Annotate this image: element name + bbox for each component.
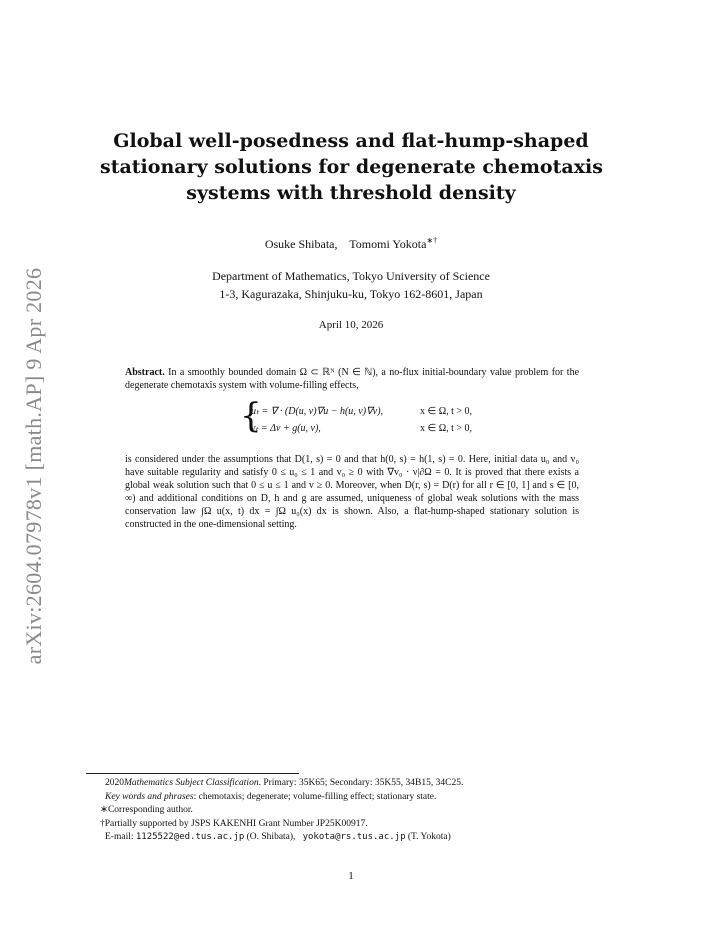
abstract-body: is considered under the assumptions that D(1, s) = 0 and that h(0, s) = h(1, s) = 0. Here, initial data u₀ and v₀ have suitable regularity and satisfy 0 ≤ u₀ ≤ 1 and v₀ ≥ 0 with ∇v₀ · ν|∂Ω = 0. It is proved that there exists a global weak solution such that 0 ≤ u ≤ 1 and v ≥ 0. Moreover, when D(r, s) = D(r) for all r ∈ [0, 1] and s ∈ [0, ∞) and additional conditions on D, h and g are assumed, uniqueness of global weak solutions with the mass conservation law ∫Ω u(x, t) dx = ∫Ω u₀(x) dx is shown. Also, a flat-hump-shaped stationary solution is constructed in the one-dimensional setting.: [125, 454, 579, 530]
equation-condition: x ∈ Ω, t > 0,: [420, 423, 473, 434]
keywords-label: Key words and phrases: [105, 791, 194, 802]
email-link[interactable]: yokota@rs.tus.ac.jp: [302, 832, 406, 843]
equation-row: [251, 423, 321, 434]
author-list: [0, 236, 702, 252]
paper-title: [100, 128, 602, 206]
email-owner: (O. Shibata),: [246, 832, 296, 843]
author-name: Tomomi Yokota: [349, 237, 427, 251]
abstract-label: Abstract.: [125, 367, 165, 378]
abstract-intro: [125, 366, 579, 392]
abstract-intro-text: In a smoothly bounded domain Ω ⊂ ℝᴺ (N ∈ ℕ), a no-flux initial-boundary value problem for the degenerate chemotaxis system with volume-filling effects,: [125, 367, 580, 391]
keywords-text: : chemotaxis; degenerate; volume-filling effect; stationary state.: [193, 791, 437, 802]
left-brace: {: [240, 396, 262, 436]
equation-condition: x ∈ Ω, t > 0,: [420, 406, 473, 417]
title-line: systems with threshold density: [186, 182, 516, 204]
funding-footnote: †Partially supported by JSPS KAKENHI Grant Number JP25K00917.: [100, 818, 368, 829]
arxiv-identifier-stamp: arXiv:2604.07978v1 [math.AP] 9 Apr 2026: [21, 267, 46, 665]
footnotes: [100, 777, 600, 845]
email-link[interactable]: 1125522@ed.tus.ac.jp: [135, 832, 245, 843]
author-footnote-marks: ∗†: [426, 236, 438, 245]
paper-date: April 10, 2026: [318, 319, 384, 331]
affiliation: [0, 267, 702, 303]
affiliation-line: Department of Mathematics, Tokyo University of Science: [212, 269, 490, 283]
footnote-rule: [86, 773, 299, 774]
title-line: stationary solutions for degenerate chemotaxis: [100, 156, 603, 178]
email-owner: (T. Yokota): [407, 832, 451, 843]
msc-year: 2020: [105, 778, 124, 788]
equation: vₜ = Δv + g(u, v),: [251, 423, 321, 434]
msc-label: Mathematics Subject Classification: [124, 778, 259, 788]
title-line: Global well-posedness and flat-hump-shaped: [113, 130, 589, 152]
corresponding-author-footnote: ∗Corresponding author.: [100, 805, 193, 816]
equation: uₜ = ∇ · (D(u, v)∇u − h(u, v)∇v),: [251, 406, 384, 417]
email-footnote: [100, 831, 600, 845]
equation-row: [251, 406, 383, 417]
msc-footnote: [100, 777, 600, 791]
affiliation-line: 1-3, Kagurazaka, Shinjuku-ku, Tokyo 162-8601, Japan: [219, 287, 483, 301]
msc-codes: . Primary: 35K65; Secondary: 35K55, 34B15, 34C25.: [258, 778, 464, 788]
equation-system: [240, 396, 520, 437]
keywords-footnote: [100, 791, 600, 805]
email-label: E-mail:: [105, 832, 134, 843]
author-name: Osuke Shibata,: [264, 237, 338, 251]
page-number: 1: [348, 870, 354, 882]
